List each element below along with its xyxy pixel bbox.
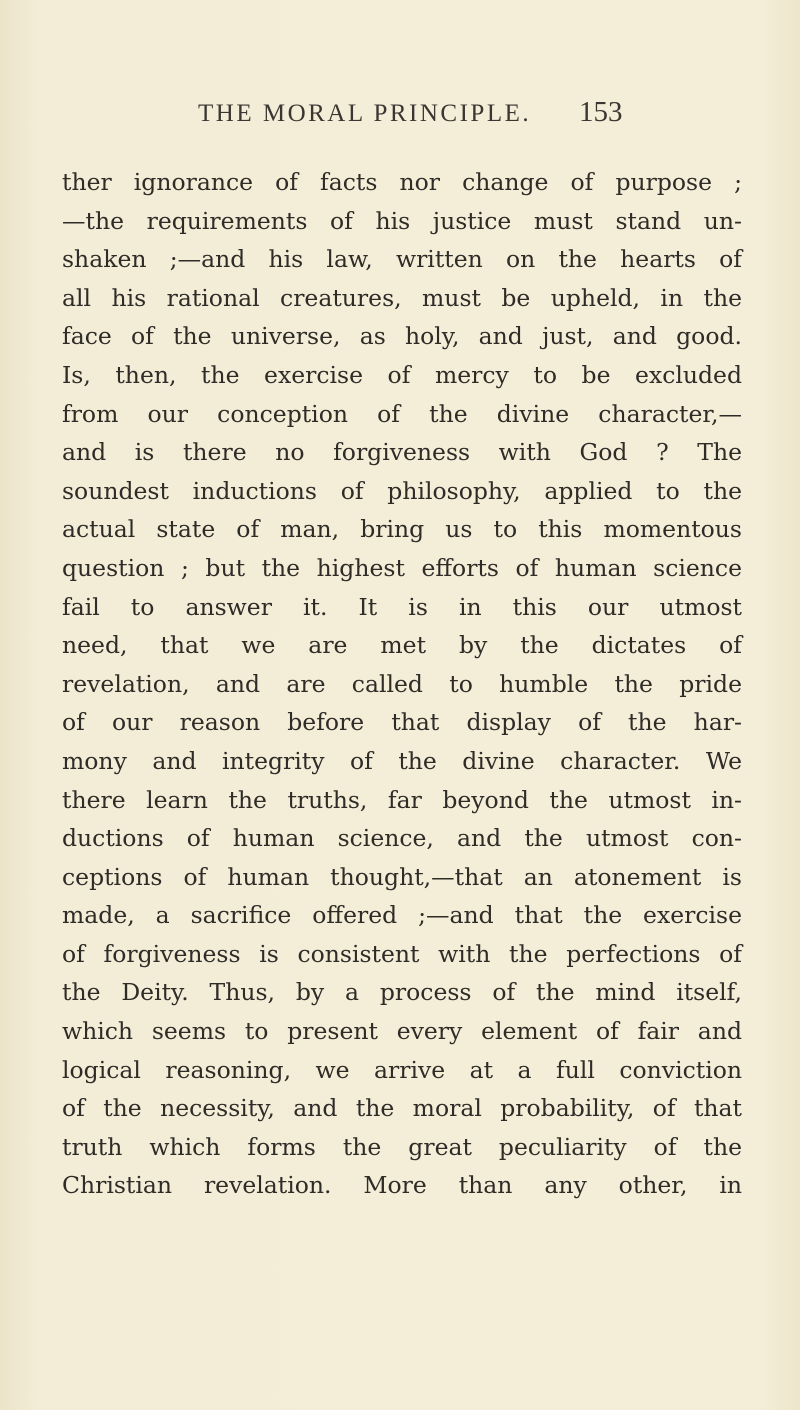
- text-line: ther ignorance of facts nor change of purpose ;: [62, 168, 742, 196]
- text-line: ceptions of human thought,—that an atonement is: [62, 862, 742, 891]
- text-line: made, a sacrifice offered ;—and that the exercise: [62, 901, 742, 930]
- text-line: face of the universe, as holy, and just, and good.: [62, 322, 742, 351]
- text-line: actual state of man, bring us to this momentous: [62, 515, 742, 544]
- text-line: of the necessity, and the moral probability, of that: [62, 1094, 742, 1123]
- text-line: from our conception of the divine character,—: [62, 399, 742, 428]
- page-number: 153: [579, 96, 623, 128]
- text-line: which seems to present every element of fair and: [62, 1017, 742, 1046]
- text-line: soundest inductions of philosophy, applied to the: [62, 476, 742, 505]
- text-line: the Deity. Thus, by a process of the mind itself,: [62, 978, 742, 1007]
- text-line: fail to answer it. It is in this our utmost: [62, 592, 742, 621]
- text-line: logical reasoning, we arrive at a full conviction: [62, 1055, 742, 1084]
- text-line: need, that we are met by the dictates of: [62, 631, 742, 660]
- text-line: all his rational creatures, must be upheld, in the: [62, 283, 742, 312]
- text-line: truth which forms the great peculiarity of the: [62, 1132, 742, 1161]
- text-line: shaken ;—and his law, written on the hearts of: [62, 245, 742, 274]
- text-line: and is there no forgiveness with God ? The: [62, 438, 742, 467]
- text-line: of our reason before that display of the har-: [62, 708, 742, 737]
- text-line: Is, then, the exercise of mercy to be excluded: [62, 360, 742, 389]
- text-line: Christian revelation. More than any other, in: [62, 1171, 742, 1200]
- text-line: revelation, and are called to humble the pride: [62, 669, 742, 698]
- running-head-title: THE MORAL PRINCIPLE.: [198, 100, 532, 127]
- body-text: [62, 163, 742, 1205]
- text-line: there learn the truths, far beyond the utmost in-: [62, 785, 742, 814]
- text-line: —the requirements of his justice must stand un-: [62, 206, 742, 235]
- text-line: question ; but the highest efforts of human science: [62, 553, 742, 582]
- text-line: mony and integrity of the divine character. We: [62, 746, 742, 775]
- text-line: of forgiveness is consistent with the perfections of: [62, 939, 742, 968]
- text-line: ductions of human science, and the utmost con-: [62, 824, 742, 853]
- running-head: [0, 96, 800, 140]
